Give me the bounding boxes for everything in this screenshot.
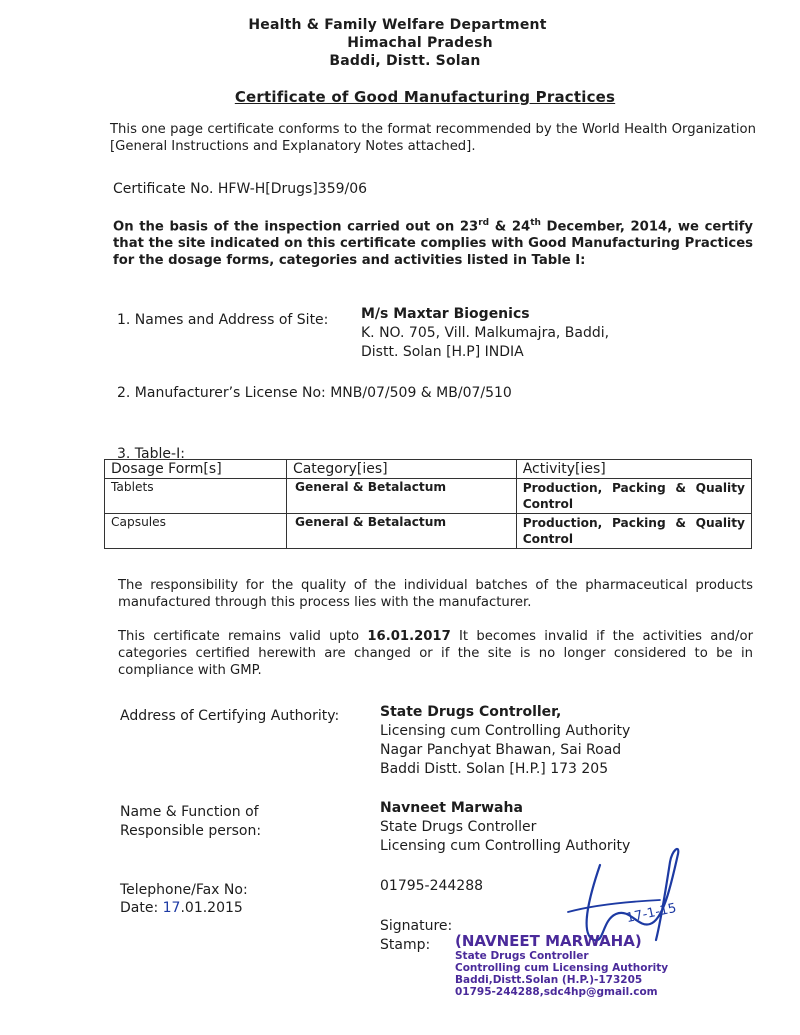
stamp-label: Stamp: <box>380 937 431 953</box>
stamp-name: (NAVNEET MARWAHA) <box>455 932 642 950</box>
letterhead <box>0 16 800 70</box>
activity-cell: Production, Packing & Quality Control <box>516 514 751 549</box>
intro-paragraph: This one page certificate conforms to the format recommended by the World Health Organization [General Instructions and Explanatory Notes attached]. <box>110 122 756 154</box>
authority-label: Address of Certifying Authority: <box>120 708 340 724</box>
category-cell: General & Betalactum <box>286 514 516 549</box>
site-address-line2: Distt. Solan [H.P] INDIA <box>361 344 524 360</box>
validity-paragraph: This certificate remains valid upto 16.01.2017 It becomes invalid if the activities and/or categories certified herewith are changed or if the site is no longer considered to be in compliance with GMP. <box>118 629 753 678</box>
responsible-label-line2: Responsible person: <box>120 823 262 839</box>
site-address-line1: K. NO. 705, Vill. Malkumajra, Baddi, <box>361 325 610 341</box>
dosage-form-cell: Tablets <box>105 479 287 514</box>
responsible-name: Navneet Marwaha <box>380 800 523 816</box>
responsible-role2: Licensing cum Controlling Authority <box>380 838 631 854</box>
stamp-line1: State Drugs Controller <box>455 950 589 962</box>
certificate-number: Certificate No. HFW-H[Drugs]359/06 <box>113 181 368 197</box>
site-label: 1. Names and Address of Site: <box>117 312 329 328</box>
activity-cell: Production, Packing & Quality Control <box>516 479 751 514</box>
table-row <box>105 479 752 514</box>
responsible-label-line1: Name & Function of <box>120 804 259 820</box>
telephone-value: 01795-244288 <box>380 878 484 894</box>
responsibility-paragraph: The responsibility for the quality of the individual batches of the pharmaceutical products manufactured through this process lies with the manufacturer. <box>118 578 753 610</box>
table-row <box>105 514 752 549</box>
dosage-table <box>104 459 752 549</box>
table-label: 3. Table-I: <box>117 446 185 462</box>
telephone-label: Telephone/Fax No: <box>120 882 248 898</box>
dosage-form-cell: Capsules <box>105 514 287 549</box>
stamp-line3: Baddi,Distt.Solan (H.P.)-173205 <box>455 974 643 986</box>
department-name: Health & Family Welfare Department <box>248 17 547 33</box>
stamp-line4: 01795-244288,sdc4hp@gmail.com <box>455 986 658 998</box>
responsible-role1: State Drugs Controller <box>380 819 537 835</box>
validity-date: 16.01.2017 <box>367 629 451 644</box>
header-dosage-form: Dosage Form[s] <box>105 460 287 479</box>
site-name: M/s Maxtar Biogenics <box>361 306 530 322</box>
state-name: Himachal Pradesh <box>347 35 493 51</box>
official-stamp <box>455 932 668 998</box>
handwritten-signature-date: 17-1-15 <box>624 900 678 927</box>
manufacturer-license: 2. Manufacturer’s License No: MNB/07/509 & MB/07/510 <box>117 385 512 401</box>
office-place: Baddi, Distt. Solan <box>329 53 481 69</box>
certificate-title: Certificate of Good Manufacturing Practices <box>234 88 616 106</box>
header-activity: Activity[ies] <box>516 460 751 479</box>
authority-line2: Nagar Panchyat Bhawan, Sai Road <box>380 742 622 758</box>
authority-name: State Drugs Controller, <box>380 704 562 720</box>
category-cell: General & Betalactum <box>286 479 516 514</box>
authority-line3: Baddi Distt. Solan [H.P.] 173 205 <box>380 761 609 777</box>
authority-line1: Licensing cum Controlling Authority <box>380 723 631 739</box>
signature-label: Signature: <box>380 918 453 934</box>
handwritten-day: 17 <box>162 900 181 916</box>
stamp-line2: Controlling cum Licensing Authority <box>455 962 669 974</box>
header-category: Category[ies] <box>286 460 516 479</box>
date-line: Date: 17.01.2015 <box>120 900 243 916</box>
table-header-row <box>105 460 752 479</box>
inspection-statement: On the basis of the inspection carried out on 23rd & 24th December, 2014, we certify that the site indicated on this certificate complies with Good Manufacturing Practices for the dosage forms, categories and activities listed in Table I: <box>113 218 753 269</box>
